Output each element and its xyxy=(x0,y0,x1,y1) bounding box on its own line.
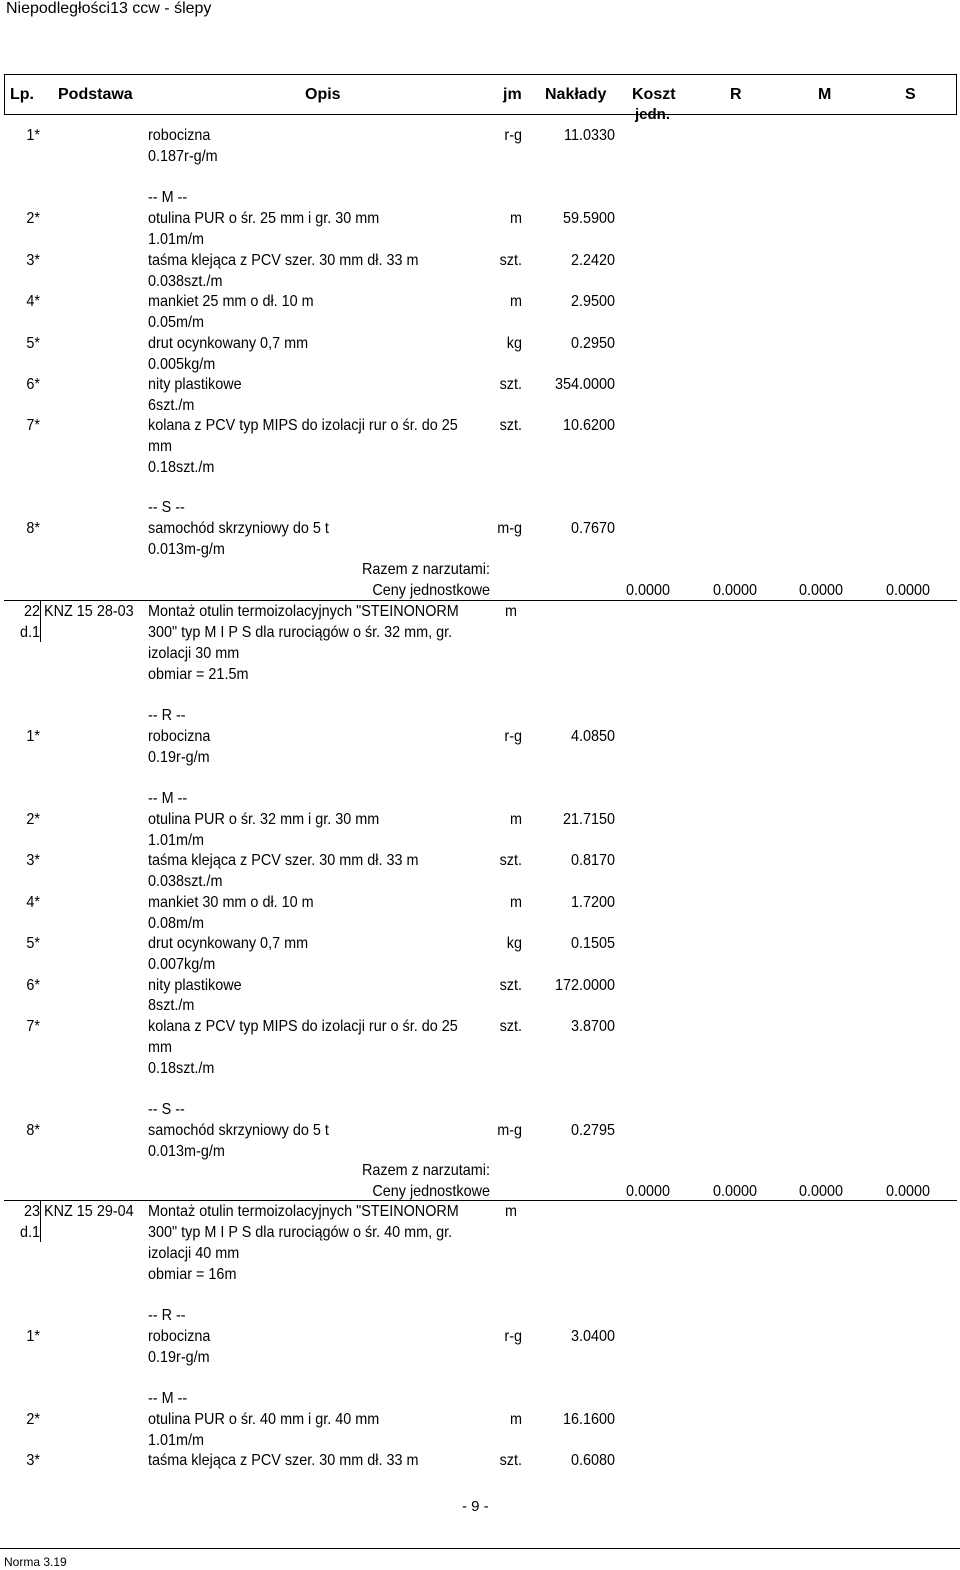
row-norm: 1.01m/m xyxy=(148,1432,205,1449)
row-description: otulina PUR o śr. 25 mm i gr. 30 mm xyxy=(148,210,380,227)
row-description: samochód skrzyniowy do 5 t xyxy=(148,520,329,537)
sum-koszt: 0.0000 xyxy=(625,1183,670,1200)
ceny-label: Ceny jednostkowe xyxy=(372,582,490,599)
row-description: drut ocynkowany 0,7 mm xyxy=(148,935,309,952)
position-unit: m xyxy=(505,1203,517,1220)
position-number: 22 xyxy=(23,603,40,620)
row-quantity: 4.0850 xyxy=(570,728,615,745)
header-border-right xyxy=(956,74,957,114)
row-unit: r-g xyxy=(504,728,522,745)
row-unit: m xyxy=(510,1411,522,1428)
row-unit: r-g xyxy=(504,127,522,144)
row-quantity: 0.8170 xyxy=(570,852,615,869)
row-unit: kg xyxy=(506,335,522,352)
sum-m: 0.0000 xyxy=(798,1183,843,1200)
group-label-m: -- M -- xyxy=(148,189,188,206)
header-lp: Lp. xyxy=(10,86,34,103)
row-description: otulina PUR o śr. 40 mm i gr. 40 mm xyxy=(148,1411,380,1428)
group-label-r: -- R -- xyxy=(148,707,186,724)
row-lp: 1* xyxy=(26,728,40,745)
row-norm: 0.187r-g/m xyxy=(148,148,218,165)
header-s: S xyxy=(905,86,916,103)
sum-koszt: 0.0000 xyxy=(625,582,670,599)
position-unit: m xyxy=(505,603,517,620)
row-quantity: 0.2950 xyxy=(570,335,615,352)
row-description: mankiet 30 mm o dł. 10 m xyxy=(148,894,314,911)
row-norm: 1.01m/m xyxy=(148,231,205,248)
row-unit: m xyxy=(510,894,522,911)
column-divider xyxy=(40,1200,41,1242)
row-description: drut ocynkowany 0,7 mm xyxy=(148,335,309,352)
header-koszt-jedn: jedn. xyxy=(635,106,671,123)
position-quantity: obmiar = 16m xyxy=(148,1266,237,1283)
header-top-rule xyxy=(4,74,957,75)
row-description: kolana z PCV typ MIPS do izolacji rur o śr. do 25 xyxy=(148,417,458,434)
row-lp: 8* xyxy=(26,520,40,537)
row-description: kolana z PCV typ MIPS do izolacji rur o śr. do 25 xyxy=(148,1018,458,1035)
header-r: R xyxy=(730,86,742,103)
row-description: mankiet 25 mm o dł. 10 m xyxy=(148,293,314,310)
row-quantity: 2.2420 xyxy=(570,252,615,269)
row-lp: 7* xyxy=(26,417,40,434)
sum-r: 0.0000 xyxy=(712,1183,757,1200)
section-divider xyxy=(4,600,957,601)
position-description: Montaż otulin termoizolacyjnych "STEINONORM xyxy=(148,1203,459,1220)
row-description: robocizna xyxy=(148,728,211,745)
header-opis: Opis xyxy=(305,86,341,103)
sum-m: 0.0000 xyxy=(798,582,843,599)
row-quantity: 10.6200 xyxy=(562,417,615,434)
row-lp: 1* xyxy=(26,127,40,144)
group-label-m: -- M -- xyxy=(148,1390,188,1407)
row-norm: 0.005kg/m xyxy=(148,356,216,373)
header-border-left xyxy=(4,74,5,114)
row-description-cont: mm xyxy=(148,438,172,455)
header-m: M xyxy=(818,86,832,103)
header-jm: jm xyxy=(503,86,522,103)
row-lp: 5* xyxy=(26,335,40,352)
row-quantity: 3.8700 xyxy=(570,1018,615,1035)
sum-s: 0.0000 xyxy=(885,1183,930,1200)
position-description: Montaż otulin termoizolacyjnych "STEINONORM xyxy=(148,603,459,620)
row-lp: 3* xyxy=(26,252,40,269)
row-quantity: 21.7150 xyxy=(562,811,615,828)
row-unit: szt. xyxy=(499,417,522,434)
group-label-r: -- R -- xyxy=(148,1307,186,1324)
row-quantity: 59.5900 xyxy=(562,210,615,227)
row-description-cont: mm xyxy=(148,1039,172,1056)
page-number: - 9 - xyxy=(462,1498,489,1515)
row-norm: 0.18szt./m xyxy=(148,459,215,476)
row-norm: 6szt./m xyxy=(148,397,195,414)
razem-label: Razem z narzutami: xyxy=(361,561,490,578)
row-description: robocizna xyxy=(148,127,211,144)
row-lp: 7* xyxy=(26,1018,40,1035)
header-koszt: Koszt xyxy=(632,86,676,103)
row-quantity: 16.1600 xyxy=(562,1411,615,1428)
row-norm: 0.013m-g/m xyxy=(148,541,225,558)
sum-r: 0.0000 xyxy=(712,582,757,599)
position-number-sub: d.1 xyxy=(19,624,40,641)
row-unit: r-g xyxy=(504,1328,522,1345)
position-description: 300" typ M I P S dla rurociągów o śr. 32 mm, gr. xyxy=(148,624,453,641)
row-unit: szt. xyxy=(499,977,522,994)
row-unit: m-g xyxy=(497,520,522,537)
row-norm: 0.013m-g/m xyxy=(148,1143,225,1160)
row-norm: 8szt./m xyxy=(148,997,195,1014)
row-quantity: 0.6080 xyxy=(570,1452,615,1469)
row-lp: 3* xyxy=(26,852,40,869)
position-description: 300" typ M I P S dla rurociągów o śr. 40 mm, gr. xyxy=(148,1224,453,1241)
group-label-s: -- S -- xyxy=(148,499,185,516)
position-basis: KNZ 15 29-04 xyxy=(44,1203,134,1220)
row-norm: 0.19r-g/m xyxy=(148,1349,210,1366)
row-quantity: 0.1505 xyxy=(570,935,615,952)
row-quantity: 3.0400 xyxy=(570,1328,615,1345)
header-naklady: Nakłady xyxy=(545,86,607,103)
row-description: otulina PUR o śr. 32 mm i gr. 30 mm xyxy=(148,811,380,828)
row-norm: 0.038szt./m xyxy=(148,273,223,290)
position-number: 23 xyxy=(23,1203,40,1220)
row-description: nity plastikowe xyxy=(148,376,242,393)
row-description: robocizna xyxy=(148,1328,211,1345)
header-bottom-rule xyxy=(4,114,957,115)
row-norm: 0.007kg/m xyxy=(148,956,216,973)
row-description: samochód skrzyniowy do 5 t xyxy=(148,1122,329,1139)
position-description: izolacji 40 mm xyxy=(148,1245,240,1262)
row-unit: kg xyxy=(506,935,522,952)
footer-rule xyxy=(0,1548,960,1549)
section-divider xyxy=(4,1200,957,1201)
row-quantity: 1.7200 xyxy=(570,894,615,911)
software-version: Norma 3.19 xyxy=(4,1555,67,1569)
row-lp: 4* xyxy=(26,293,40,310)
row-unit: szt. xyxy=(499,376,522,393)
row-lp: 2* xyxy=(26,210,40,227)
row-unit: szt. xyxy=(499,1452,522,1469)
row-lp: 6* xyxy=(26,977,40,994)
row-norm: 0.19r-g/m xyxy=(148,749,210,766)
razem-label: Razem z narzutami: xyxy=(361,1162,490,1179)
row-quantity: 354.0000 xyxy=(554,376,615,393)
row-lp: 2* xyxy=(26,1411,40,1428)
row-unit: m xyxy=(510,210,522,227)
row-quantity: 11.0330 xyxy=(564,127,615,144)
row-norm: 0.18szt./m xyxy=(148,1060,215,1077)
group-label-s: -- S -- xyxy=(148,1101,185,1118)
ceny-label: Ceny jednostkowe xyxy=(372,1183,490,1200)
position-quantity: obmiar = 21.5m xyxy=(148,666,249,683)
row-lp: 8* xyxy=(26,1122,40,1139)
document-title: Niepodległości13 ccw - ślepy xyxy=(6,0,212,17)
header-podstawa: Podstawa xyxy=(58,86,133,103)
row-unit: m-g xyxy=(497,1122,522,1139)
row-unit: m xyxy=(510,293,522,310)
row-lp: 6* xyxy=(26,376,40,393)
row-unit: szt. xyxy=(499,1018,522,1035)
row-lp: 5* xyxy=(26,935,40,952)
row-unit: m xyxy=(510,811,522,828)
row-lp: 4* xyxy=(26,894,40,911)
position-number-sub: d.1 xyxy=(19,1224,40,1241)
row-lp: 2* xyxy=(26,811,40,828)
position-basis: KNZ 15 28-03 xyxy=(44,603,134,620)
row-description: nity plastikowe xyxy=(148,977,242,994)
row-norm: 0.08m/m xyxy=(148,915,205,932)
sum-s: 0.0000 xyxy=(885,582,930,599)
row-unit: szt. xyxy=(499,252,522,269)
row-norm: 0.05m/m xyxy=(148,314,205,331)
row-norm: 1.01m/m xyxy=(148,832,205,849)
row-norm: 0.038szt./m xyxy=(148,873,223,890)
column-divider xyxy=(40,600,41,642)
position-description: izolacji 30 mm xyxy=(148,645,240,662)
row-quantity: 2.9500 xyxy=(570,293,615,310)
row-quantity: 0.7670 xyxy=(570,520,615,537)
row-quantity: 0.2795 xyxy=(570,1122,615,1139)
row-description: taśma klejąca z PCV szer. 30 mm dł. 33 m xyxy=(148,252,419,269)
row-quantity: 172.0000 xyxy=(554,977,615,994)
row-description: taśma klejąca z PCV szer. 30 mm dł. 33 m xyxy=(148,852,419,869)
row-description: taśma klejąca z PCV szer. 30 mm dł. 33 m xyxy=(148,1452,419,1469)
row-unit: szt. xyxy=(499,852,522,869)
row-lp: 1* xyxy=(26,1328,40,1345)
row-lp: 3* xyxy=(26,1452,40,1469)
group-label-m: -- M -- xyxy=(148,790,188,807)
